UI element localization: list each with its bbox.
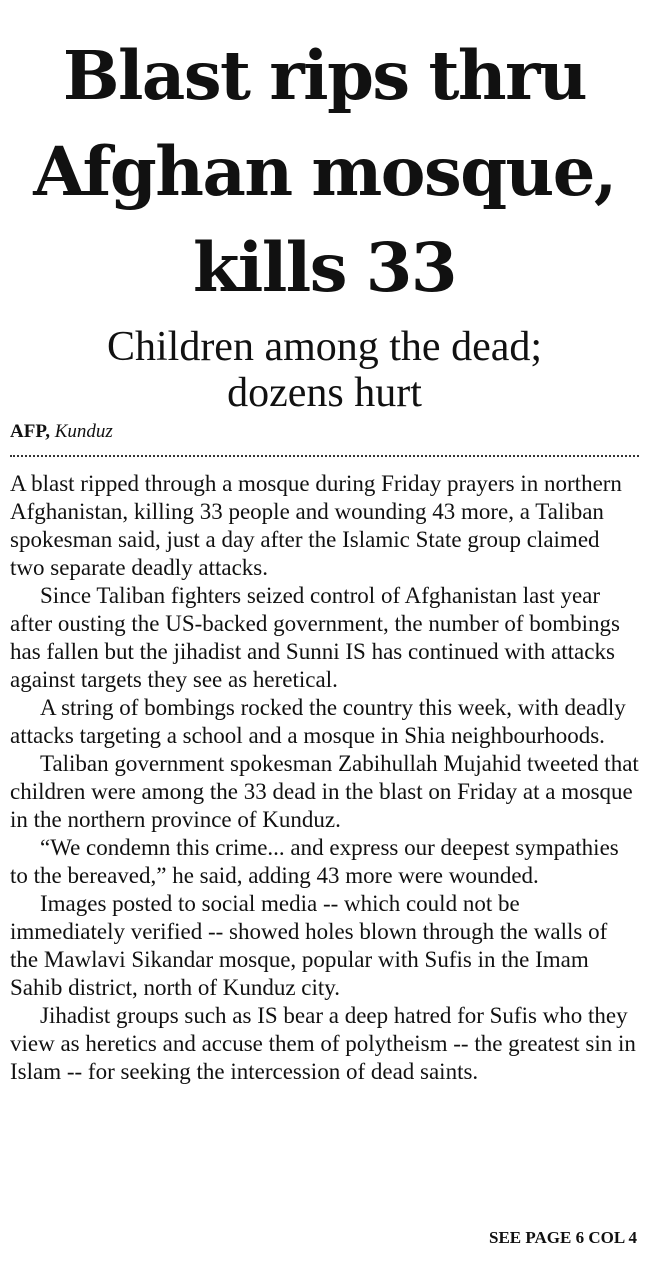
subheadline-line: dozens hurt [227, 370, 422, 416]
body-paragraph: A string of bombings rocked the country this week, with deadly attacks targeting a school and a mosque in Shia neighbourhoods. [10, 695, 626, 748]
headline-line: kills 33 [192, 228, 457, 307]
byline [10, 421, 113, 443]
dotted-divider [10, 455, 639, 457]
subheadline-line: Children among the dead; [106, 324, 543, 370]
body-paragraph: Since Taliban fighters seized control of Afghanistan last year after ousting the US-backed government, the number of bombings has fallen but the jihadist and Sunni IS has continued with attacks against targets they see as heretical. [10, 583, 620, 692]
headline [10, 28, 639, 316]
body-paragraph: Jihadist groups such as IS bear a deep hatred for Sufis who they view as heretics and accuse them of polytheism -- the greatest sin in Islam -- for seeking the intercession of dead saints. [10, 1003, 636, 1084]
body-paragraph: Taliban government spokesman Zabihullah Mujahid tweeted that children were among the 33 dead in the blast on Friday at a mosque in the northern province of Kunduz. [10, 751, 639, 832]
subheadline [10, 324, 639, 416]
body-paragraph: Images posted to social media -- which could not be immediately verified -- showed holes blown through the walls of the Mawlavi Sikandar mosque, popular with Sufis in the Imam Sahib district, north of Kunduz city. [10, 891, 608, 1000]
headline-line: Afghan mosque, [33, 132, 616, 211]
headline-line: Blast rips thru [62, 36, 587, 115]
article-body [10, 470, 639, 1086]
news-article [10, 0, 639, 1267]
jump-line: SEE PAGE 6 COL 4 [489, 1228, 637, 1247]
body-paragraph: A blast ripped through a mosque during Friday prayers in northern Afghanistan, killing 33 people and wounding 43 more, a Taliban spokesman said, just a day after the Islamic State group claimed two separate deadly attacks. [10, 471, 622, 580]
body-paragraph: “We condemn this crime... and express our deepest sympathies to the bereaved,” he said, adding 43 more were wounded. [10, 835, 619, 888]
byline-place: Kunduz [54, 421, 113, 442]
byline-agency: AFP, [10, 421, 50, 442]
